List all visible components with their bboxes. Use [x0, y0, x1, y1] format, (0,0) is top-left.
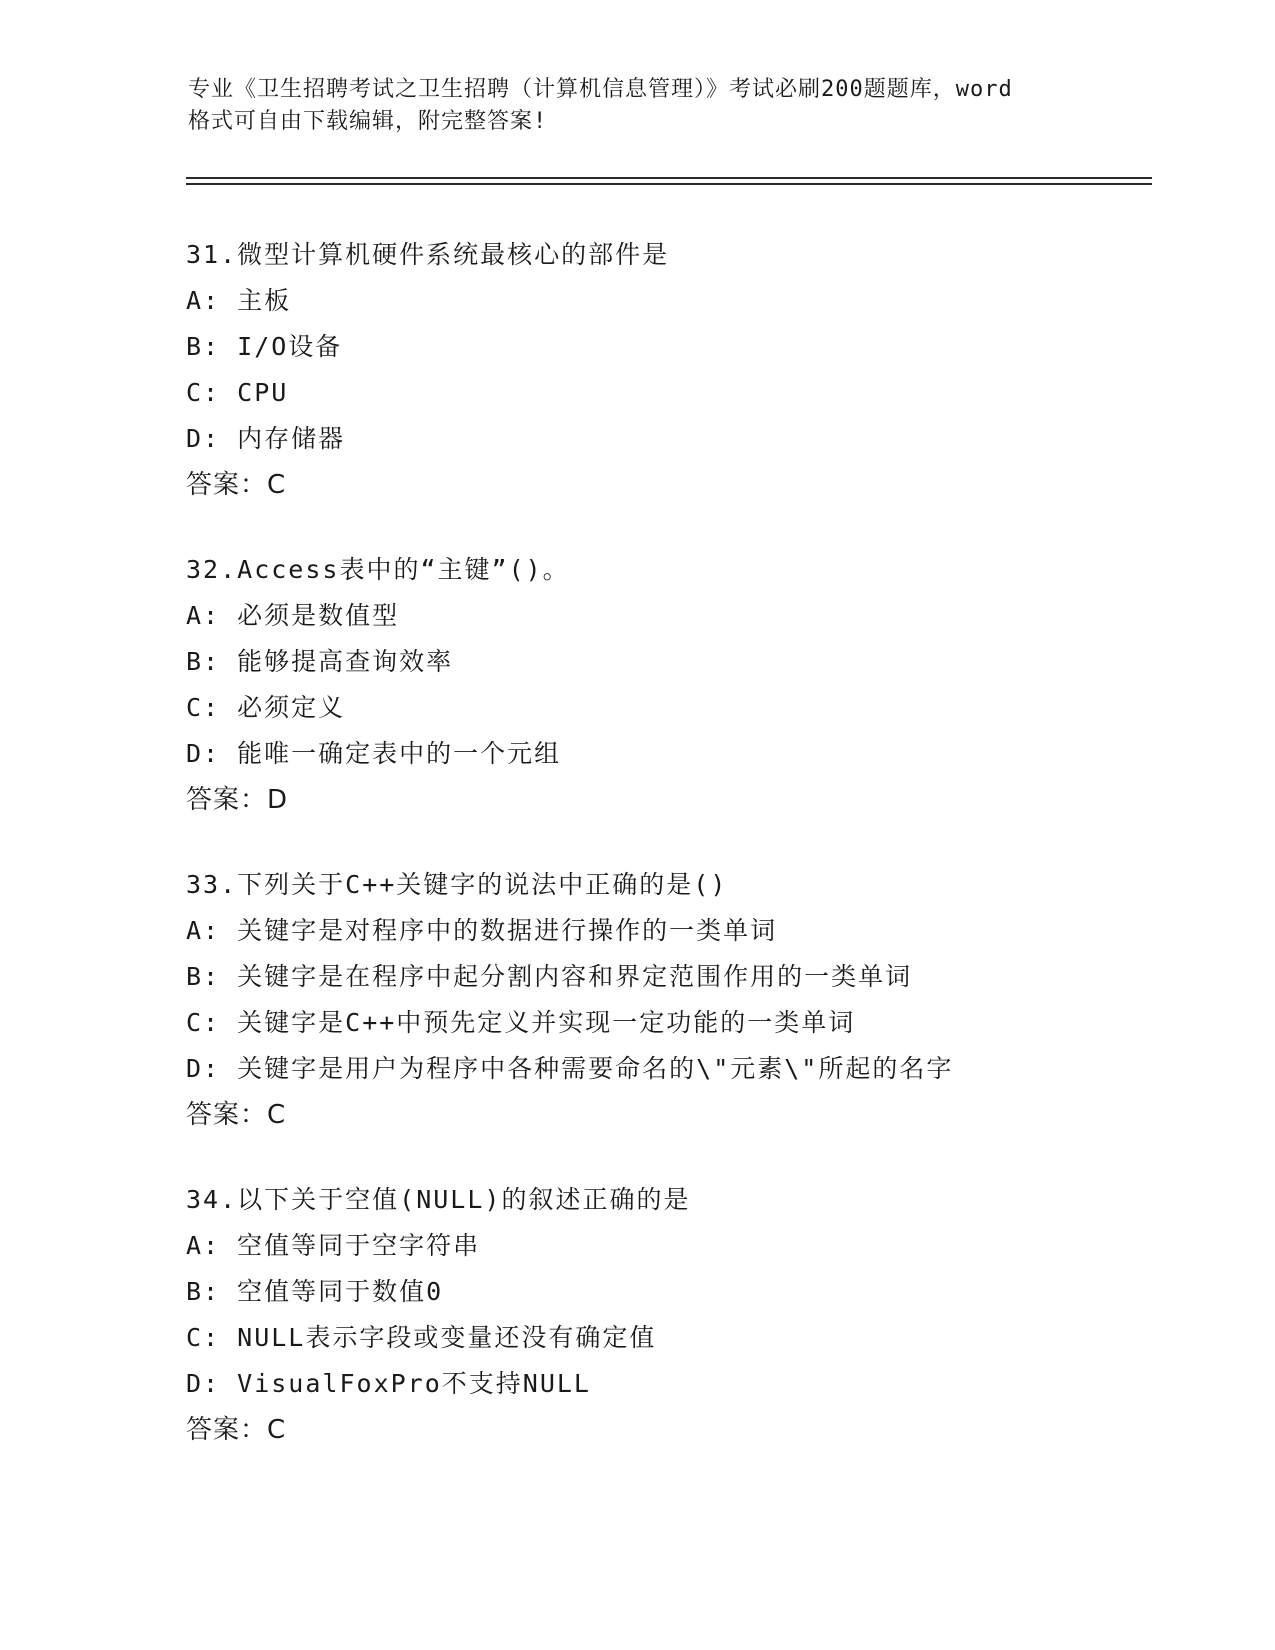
option-a: A: 必须是数值型	[186, 601, 400, 630]
option-c: C: CPU	[186, 378, 289, 407]
option-d: D: 关键字是用户为程序中各种需要命名的\"元素\"所起的名字	[186, 1054, 954, 1083]
header-line-1: 专业《卫生招聘考试之卫生招聘（计算机信息管理）》考试必刷200题题库，word	[188, 77, 1013, 102]
header-line-2: 格式可自由下载编辑，附完整答案!	[188, 109, 548, 134]
question-32	[186, 547, 1186, 823]
document-header	[188, 74, 1088, 138]
option-a: A: 空值等同于空字符串	[186, 1231, 481, 1260]
option-b: B: 关键字是在程序中起分割内容和界定范围作用的一类单词	[186, 962, 913, 991]
option-d: D: VisualFoxPro不支持NULL	[186, 1369, 591, 1398]
question-31	[186, 232, 1186, 508]
header-divider-bottom	[186, 183, 1152, 185]
question-title: 31.微型计算机硬件系统最核心的部件是	[186, 240, 670, 269]
header-divider-top	[186, 177, 1152, 179]
option-a: A: 关键字是对程序中的数据进行操作的一类单词	[186, 916, 778, 945]
answer: 答案：C	[186, 470, 287, 500]
option-c: C: 关键字是C++中预先定义并实现一定功能的一类单词	[186, 1008, 856, 1037]
answer: 答案：C	[186, 1415, 287, 1445]
option-d: D: 能唯一确定表中的一个元组	[186, 739, 562, 768]
question-title: 32.Access表中的“主键”()。	[186, 555, 570, 584]
question-33	[186, 862, 1186, 1138]
option-c: C: 必须定义	[186, 693, 346, 722]
option-c: C: NULL表示字段或变量还没有确定值	[186, 1323, 657, 1352]
option-b: B: 能够提高查询效率	[186, 647, 454, 676]
question-title: 33.下列关于C++关键字的说法中正确的是()	[186, 870, 728, 899]
option-d: D: 内存储器	[186, 424, 346, 453]
answer: 答案：D	[186, 785, 289, 815]
question-34	[186, 1177, 1186, 1453]
answer: 答案：C	[186, 1100, 287, 1130]
question-title: 34.以下关于空值(NULL)的叙述正确的是	[186, 1185, 691, 1214]
option-b: B: I/O设备	[186, 332, 343, 361]
option-a: A: 主板	[186, 286, 292, 315]
option-b: B: 空值等同于数值0	[186, 1277, 444, 1306]
